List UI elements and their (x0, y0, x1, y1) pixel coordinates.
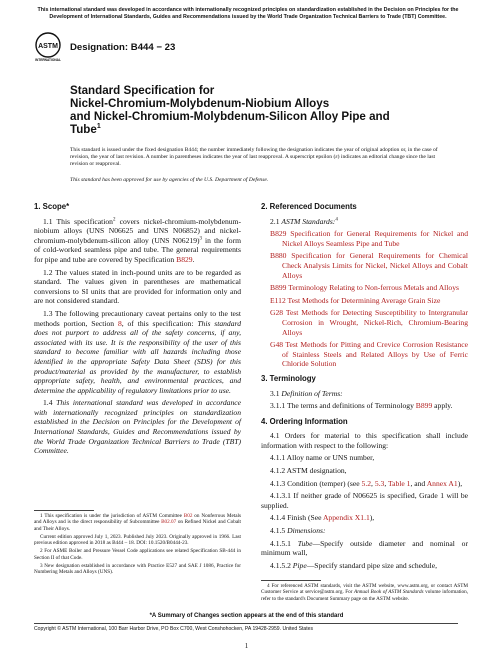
paragraph-2-1 (261, 217, 468, 227)
text: Definition of Terms: (281, 388, 343, 398)
text: Dimensions: (287, 526, 326, 536)
footnote-1-edition: Current edition approved July 1, 2023. Published July 2023. Originally approved in 1966. Last previous edition approved in 2018 as B444 – 18. DOI: 10.1520/B0444-23. (34, 533, 241, 547)
paragraph-4-1-3-1: 4.1.3.1 If neither grade of N06625 is specified, Grade 1 will be supplied. (261, 491, 468, 510)
text: ASTM Standards: (281, 216, 336, 226)
text: 4.1.5.1 (270, 538, 298, 548)
text: —Specify standard pipe size and schedule, (306, 560, 438, 570)
text: , and (410, 478, 427, 488)
text: , of this specification: (121, 318, 198, 328)
link-section-8[interactable]: 8 (117, 318, 122, 328)
copyright: Copyright © ASTM International, 100 Barr Harbor Drive, PO Box C700, West Conshohocken, PA 19428-2959. United States (34, 626, 314, 632)
reference-item (270, 308, 468, 337)
text: 4.1.5.2 (270, 560, 293, 570)
reference-title[interactable]: Test Methods for Determining Average Grain Size (285, 295, 441, 305)
reference-item (270, 340, 468, 369)
reference-title[interactable]: Test Methods for Detecting Susceptibility to Intergranular Corrosion in Wrought, Nickel-Rich, Chromium-Bearing Alloys (282, 308, 468, 337)
summary-of-changes-note: *A Summary of Changes section appears at the end of this standard (149, 613, 344, 619)
paragraph-1-3 (34, 309, 241, 395)
title-line: Standard Specification for (70, 84, 215, 97)
footnote-4 (261, 583, 468, 602)
footnote-mark: 4 (335, 217, 338, 223)
text: . (192, 254, 195, 264)
footnote-mark: 2 (112, 217, 116, 223)
paragraph-4-1: 4.1 Orders for material to this specification shall include information with respect to the following: (261, 431, 468, 450)
reference-item (270, 296, 468, 306)
page-number: 1 (244, 642, 249, 650)
text: on Refined Nickel and Cobalt and Their Alloys. (34, 519, 242, 532)
footnotes-right (261, 583, 468, 604)
section-heading-terminology: 3. Terminology (261, 373, 316, 383)
tbt-statement: This international standard was developed in accordance with internationally recognized principles on standardization established in the Decision on Principles for the Development of International Standards, Guides and Recommendations issued by the World Trade Organization Technical Barriers to Trade (TBT) Committee. (34, 398, 242, 456)
safety-caveat: This standard does not purport to address all of the safety concerns, if any, associated with its use. It is the responsibility of the user of this standard to become familiar with all hazards including those identified in the appropriate Safety Data Sheet (SDS) for this product/material as provided by the manufacturer, to establish appropriate safety, health, and environmental practices, and determine the applicability of regulatory limitations prior to use. (34, 318, 241, 395)
link-5-3[interactable]: 5.3 (374, 478, 385, 488)
svg-text:ASTM: ASTM (38, 43, 58, 50)
reference-list (261, 229, 468, 369)
text: covers nickel-chromium-molybdenum-niobium alloys (UNS N06625 and UNS N06852) and nickel-chromium-molybdenum-silicon alloy (UNS N06219) (34, 216, 241, 245)
text: Tube (297, 538, 313, 548)
text: on Nonferrous Metals and Alloys and is the direct responsibility of Subcommittee (34, 513, 241, 526)
text: —Specify outside diameter and nominal or minimum wall, (261, 538, 469, 558)
reference-title[interactable]: Terminology Relating to Non-ferrous Metals and Alloys (286, 283, 459, 293)
text: Annual Book of ASTM Standards (354, 589, 424, 596)
right-column (261, 202, 468, 573)
text: Pipe (292, 560, 307, 570)
text: 3.1.1 The terms and definitions of Terminology (270, 401, 416, 411)
link-e112[interactable]: E112 (270, 295, 286, 305)
text: , (371, 478, 375, 488)
text: 2.1 (270, 216, 282, 226)
paragraph-4-1-1: 4.1.1 Alloy name or UNS number, (270, 453, 375, 463)
document-title (70, 84, 400, 136)
text: 4.1.5 (270, 526, 288, 536)
reference-title[interactable]: Test Methods for Pitting and Crevice Corrosion Resistance of Stainless Steels and Related Alloys by Use of Ferric Chloride Solution (282, 340, 468, 369)
paragraph-4-1-4 (261, 513, 468, 523)
title-line-text: Tube (70, 123, 97, 136)
title-line (70, 123, 400, 136)
footnote-2: 2 For ASME Boiler and Pressure Vessel Code applications see related Specification SB-444 in Section II of that Code. (34, 548, 241, 561)
footnote-1 (34, 513, 241, 532)
standard-note: This standard is issued under the fixed designation B444; the number immediately following the designation indicates the year of original adoption or, in the case of revision, the year of last revision. A number in parentheses indicates the year of last reapproval. A superscript epsilon (ε) indicates an editorial change since the last revision or reapproval. (70, 147, 438, 167)
reference-item (270, 251, 468, 280)
footnotes-left (34, 513, 241, 578)
link-b02-07[interactable]: B02.07 (161, 519, 177, 526)
link-g48[interactable]: G48 (270, 340, 284, 350)
text: ), (369, 513, 375, 523)
text: ), (457, 478, 463, 488)
title-line: Nickel-Chromium-Molybdenum-Niobium Alloys (70, 97, 330, 110)
text: 3.1 (270, 388, 282, 398)
reference-item (270, 283, 468, 293)
title-footnote-mark: 1 (96, 123, 101, 131)
paragraph-1-2: 1.2 The values stated in inch-pound units are to be regarded as standard. The values given in parentheses are mathematical conversions to SI units that are provided for information only and are not considered standard. (34, 267, 241, 306)
text: volume information, refer to the standard's Document Summary page on the ASTM website. (261, 589, 468, 602)
text: 4 For referenced ASTM standards, visit the ASTM website, www.astm.org, or contact ASTM Customer Service at service@astm.org. For (261, 583, 468, 596)
paragraph-4-1-5 (261, 526, 468, 536)
link-b829[interactable]: B829 (176, 254, 193, 264)
text: 4.1.4 Finish (See (270, 513, 323, 523)
section-heading-ordering: 4. Ordering Information (261, 416, 348, 426)
header-notice: This international standard was developed in accordance with internationally recognized principles on standardization established in the Decision on Principles for the Development of International Standards, Guides and Recommendations issued by the World Trade Organization Technical Barriers to Trade (TBT) Committee. (37, 7, 459, 20)
footnote-divider (34, 510, 94, 511)
text: apply. (432, 401, 453, 411)
link-b829[interactable]: B829 (270, 229, 287, 239)
reference-title[interactable]: Specification for General Requirements for Nickel and Nickel Alloys Seamless Pipe and Tube (282, 229, 468, 248)
paragraph-4-1-2: 4.1.2 ASTM designation, (270, 466, 347, 476)
left-column (34, 202, 241, 459)
dod-approval-note: This standard has been approved for use by agencies of the U.S. Department of Defense. (70, 177, 269, 183)
footer-divider (34, 623, 458, 624)
text: 1.1 This specification (43, 216, 113, 226)
link-b02[interactable]: B02 (183, 513, 193, 519)
paragraph-1-1 (34, 217, 241, 265)
link-annex-a1[interactable]: Annex A1 (426, 478, 458, 488)
svg-text:INTERNATIONAL: INTERNATIONAL (35, 58, 61, 62)
paragraph-4-1-5-1 (261, 539, 468, 558)
text: in the form of cold-worked seamless pipe and tube. The general requirements for pipe and tube are covered by Specification (34, 235, 241, 264)
text: 4.1.3 Condition (temper) (see (270, 478, 362, 488)
text: 1.3 The following precautionary caveat pertains only to the test methods portion, Section (34, 308, 241, 328)
footnote-divider (261, 580, 321, 581)
paragraph-3-1 (261, 389, 468, 399)
section-heading-references: 2. Referenced Documents (261, 202, 357, 211)
footnote-mark: 3 (199, 236, 203, 242)
designation: Designation: B444 − 23 (70, 42, 176, 53)
link-b899[interactable]: B899 (415, 401, 433, 411)
link-table-1[interactable]: Table 1 (388, 478, 411, 488)
paragraph-4-1-5-2 (261, 561, 468, 571)
astm-logo-icon (34, 32, 62, 62)
text: 1.4 (43, 398, 57, 408)
link-g28[interactable]: G28 (270, 308, 284, 318)
link-b880[interactable]: B880 (270, 251, 287, 261)
link-5-2[interactable]: 5.2 (361, 478, 372, 488)
reference-title[interactable]: Specification for General Requirements for Chemical Check Analysis Limits for Nickel, Nickel Alloys and Cobalt Alloys (282, 251, 468, 280)
text: 1 This specification is under the jurisdiction of ASTM Committee (40, 513, 184, 519)
link-b899[interactable]: B899 (270, 283, 287, 293)
footnote-3: 3 New designation established in accordance with Practice E527 and SAE J 1086, Practice for Numbering Metals and Alloys (UNS). (34, 563, 241, 576)
text: , (384, 478, 388, 488)
paragraph-4-1-3 (261, 479, 468, 489)
reference-item (270, 229, 468, 248)
section-heading-scope: 1. Scope* (34, 202, 70, 211)
paragraph-1-4 (34, 398, 241, 456)
link-appendix-x1-1[interactable]: Appendix X1.1 (322, 513, 370, 523)
paragraph-3-1-1 (261, 401, 468, 411)
title-line: and Nickel-Chromium-Molybdenum-Silicon Alloy Pipe and (70, 110, 390, 123)
